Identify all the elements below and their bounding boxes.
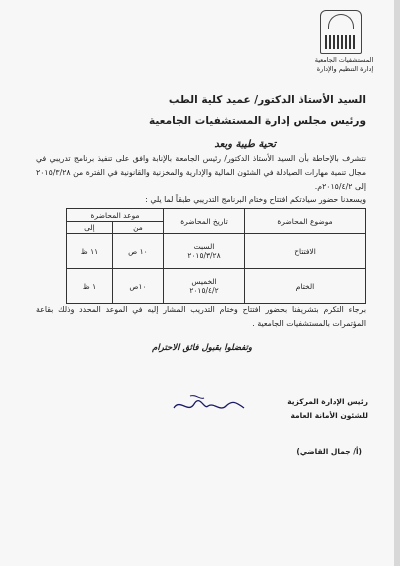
logo-caption-hospitals: المستشفيات الجامعية [314,56,374,64]
schedule-table [66,208,366,304]
logo-columns [325,35,357,49]
row-date: ٢٠١٥/٣/٢٨ [187,251,221,260]
addressee-line-1: السيد الأستاذ الدكتور/ عميد كلية الطب [168,94,366,106]
body-paragraph-1: نتشرف بالإحاطة بأن السيد الأستاذ الدكتور/ رئيس الجامعة بالإنابة وافق على تنفيذ برنامج تدريبي في مجال تنمية مهارات الصيادلة في الشئون المالية والإدارية والمخزنية والقانونية في الفترة من ٢٠١٥/٣/٢٨ إلى ٢٠١٥/٤/٢م. [36,154,366,191]
row-date-cell [164,234,245,269]
body-paragraph-3: برجاء التكرم بتشريفنا بحضور افتتاح وختام التدريب المشار إليه في الموعد المحدد وذلك بقاعة المؤتمرات بالمستشفيات الجامعية . [36,305,366,328]
signatory-title-1: رئيس الإدارة المركزية [287,397,368,406]
logo-caption-department: إدارة التنظيم والإدارة [316,65,374,73]
row-day: السبت [193,242,215,251]
header-date: تاريخ المحاضرة [164,209,245,234]
header-time: موعد المحاضرة [67,209,164,222]
handwritten-signature [170,384,250,424]
signatory-name: (أ/ جمال القاضي) [296,447,362,456]
header-to: إلى [67,222,113,234]
row-topic: الختام [245,269,366,304]
addressee-line-2: ورئيس مجلس إدارة المستشفيات الجامعية [149,115,366,127]
row-topic: الافتتاح [245,234,366,269]
row-to: ١ ظ [67,269,113,304]
greeting: تحية طيبة وبعد [214,139,276,150]
row-date-cell [164,269,245,304]
table-row [67,234,366,269]
row-date: ٢٠١٥/٤/٢ [189,286,219,295]
signatory-title-2: للشئون الأمانة العامة [290,411,368,420]
table-row [67,269,366,304]
row-to: ١١ ظ [67,234,113,269]
scan-edge [394,0,400,566]
body-paragraph-2: ويسعدنا حضور سيادتكم افتتاح وختام البرنامج التدريبي طبقاً لما يلي : [145,195,366,204]
header-from: من [112,222,163,234]
row-from: ١٠ ص [112,234,163,269]
logo-dome [328,14,354,29]
row-from: ١٠ص [112,269,163,304]
university-hospitals-logo [320,10,362,54]
closing-line: وتفضلوا بقبول فائق الاحترام [152,343,252,353]
header-topic: موضوع المحاضرة [245,209,366,234]
row-day: الخميس [191,277,217,286]
